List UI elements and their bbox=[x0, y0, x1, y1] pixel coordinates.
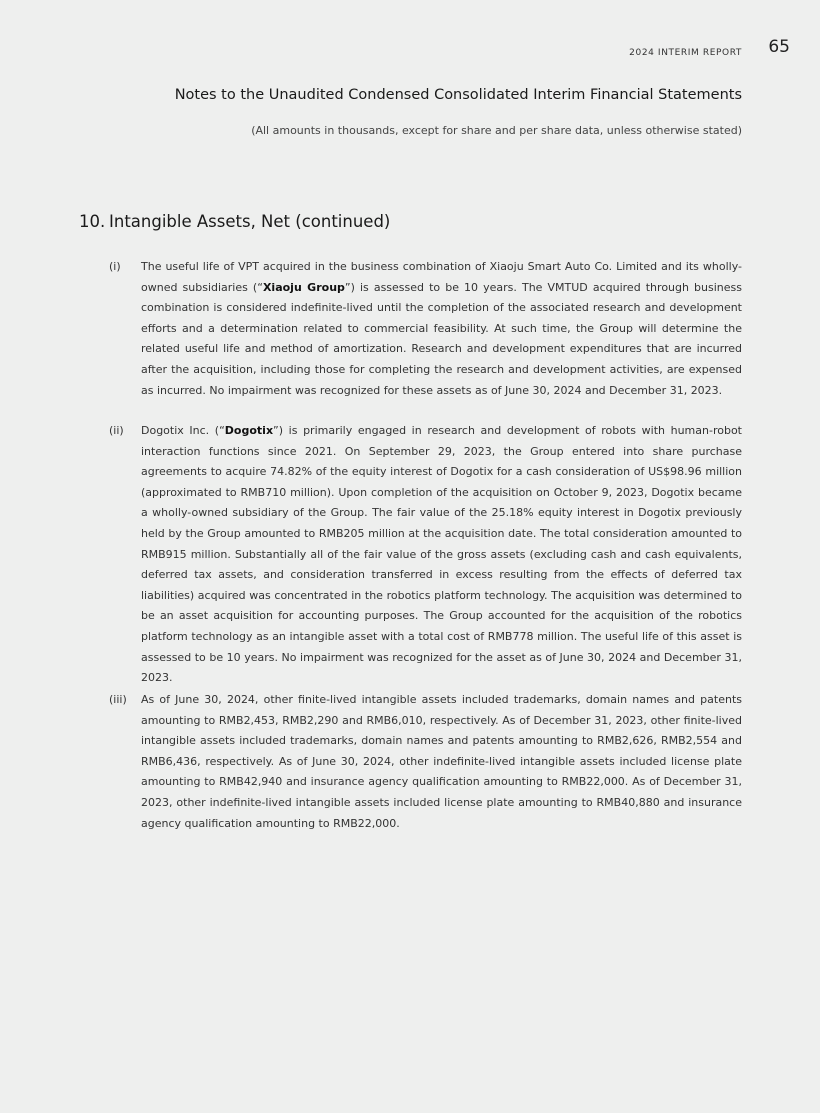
section-title: Intangible Assets, Net (continued) bbox=[109, 212, 391, 231]
paragraph-label: (iii) bbox=[109, 693, 127, 706]
defined-term: Dogotix bbox=[224, 424, 274, 437]
paragraph-text bbox=[141, 421, 742, 689]
defined-term: Xiaoju Group bbox=[262, 280, 345, 294]
page-number: 65 bbox=[768, 37, 790, 57]
section-number: 10. bbox=[79, 212, 106, 231]
paragraph-ii bbox=[109, 421, 742, 689]
paragraph-label: (ii) bbox=[109, 424, 124, 437]
paragraph-i bbox=[109, 257, 742, 401]
notes-title: Notes to the Unaudited Condensed Consolidated Interim Financial Statements bbox=[174, 87, 742, 103]
text-segment: ”) is assessed to be 10 years. The VMTUD acquired through business combination is considered indefinite-lived until the completion of the associated research and development efforts and a determination related to commercial feasibility. At such time, the Group will determine the related useful life and method of amortization. Research and development expenditures that are incurred after the acquisition, including those for completing the research and development activities, are expensed as incurred. No impairment was recognized for these assets as of June 30, 2024 and December 31, 2023. bbox=[141, 280, 742, 397]
paragraph-label: (i) bbox=[109, 260, 121, 273]
paragraph-text: As of June 30, 2024, other finite-lived intangible assets included trademarks, domain names and patents amounting to RMB2,453, RMB2,290 and RMB6,010, respectively. As of December 31, 2023, other finite-lived intangible assets included trademarks, domain names and patents amounting to RMB2,626, RMB2,554 and RMB6,436, respectively. As of June 30, 2024, other indefinite-lived intangible assets included license plate amounting to RMB42,940 and insurance agency qualification amounting to RMB22,000. As of December 31, 2023, other indefinite-lived intangible assets included license plate amounting to RMB40,880 and insurance agency qualification amounting to RMB22,000. bbox=[141, 693, 742, 830]
amounts-note: (All amounts in thousands, except for share and per share data, unless otherwise stated) bbox=[251, 124, 742, 137]
paragraph-text bbox=[141, 257, 742, 401]
text-segment: Dogotix Inc. (“ bbox=[141, 424, 225, 437]
text-segment: ”) is primarily engaged in research and development of robots with human-robot interaction functions since 2021. On September 29, 2023, the Group entered into share purchase agreements to acquire 74.82% of the equity interest of Dogotix for a cash consideration of US$98.96 million (approximated to RMB710 million). Upon completion of the acquisition on October 9, 2023, Dogotix became a wholly-owned subsidiary of the Group. The fair value of the 25.18% equity interest in Dogotix previously held by the Group amounted to RMB205 million at the acquisition date. The total consideration amounted to RMB915 million. Substantially all of the fair value of the gross assets (excluding cash and cash equivalents, deferred tax assets, and consideration transferred in excess resulting from the effects of deferred tax liabilities) acquired was concentrated in the robotics platform technology. The acquisition was determined to be an asset acquisition for accounting purposes. The Group accounted for the acquisition of the robotics platform technology as an intangible asset with a total cost of RMB778 million. The useful life of this asset is assessed to be 10 years. No impairment was recognized for the asset as of June 30, 2024 and December 31, 2023. bbox=[141, 424, 742, 685]
text-segment: The useful life of VPT acquired in the business combination of Xiaoju Smart Auto Co. Limited and its wholly-owned subsidiaries (“ bbox=[141, 260, 742, 294]
section-heading bbox=[79, 212, 390, 231]
report-label: 2024 INTERIM REPORT bbox=[629, 48, 742, 58]
paragraph-iii bbox=[109, 690, 742, 834]
